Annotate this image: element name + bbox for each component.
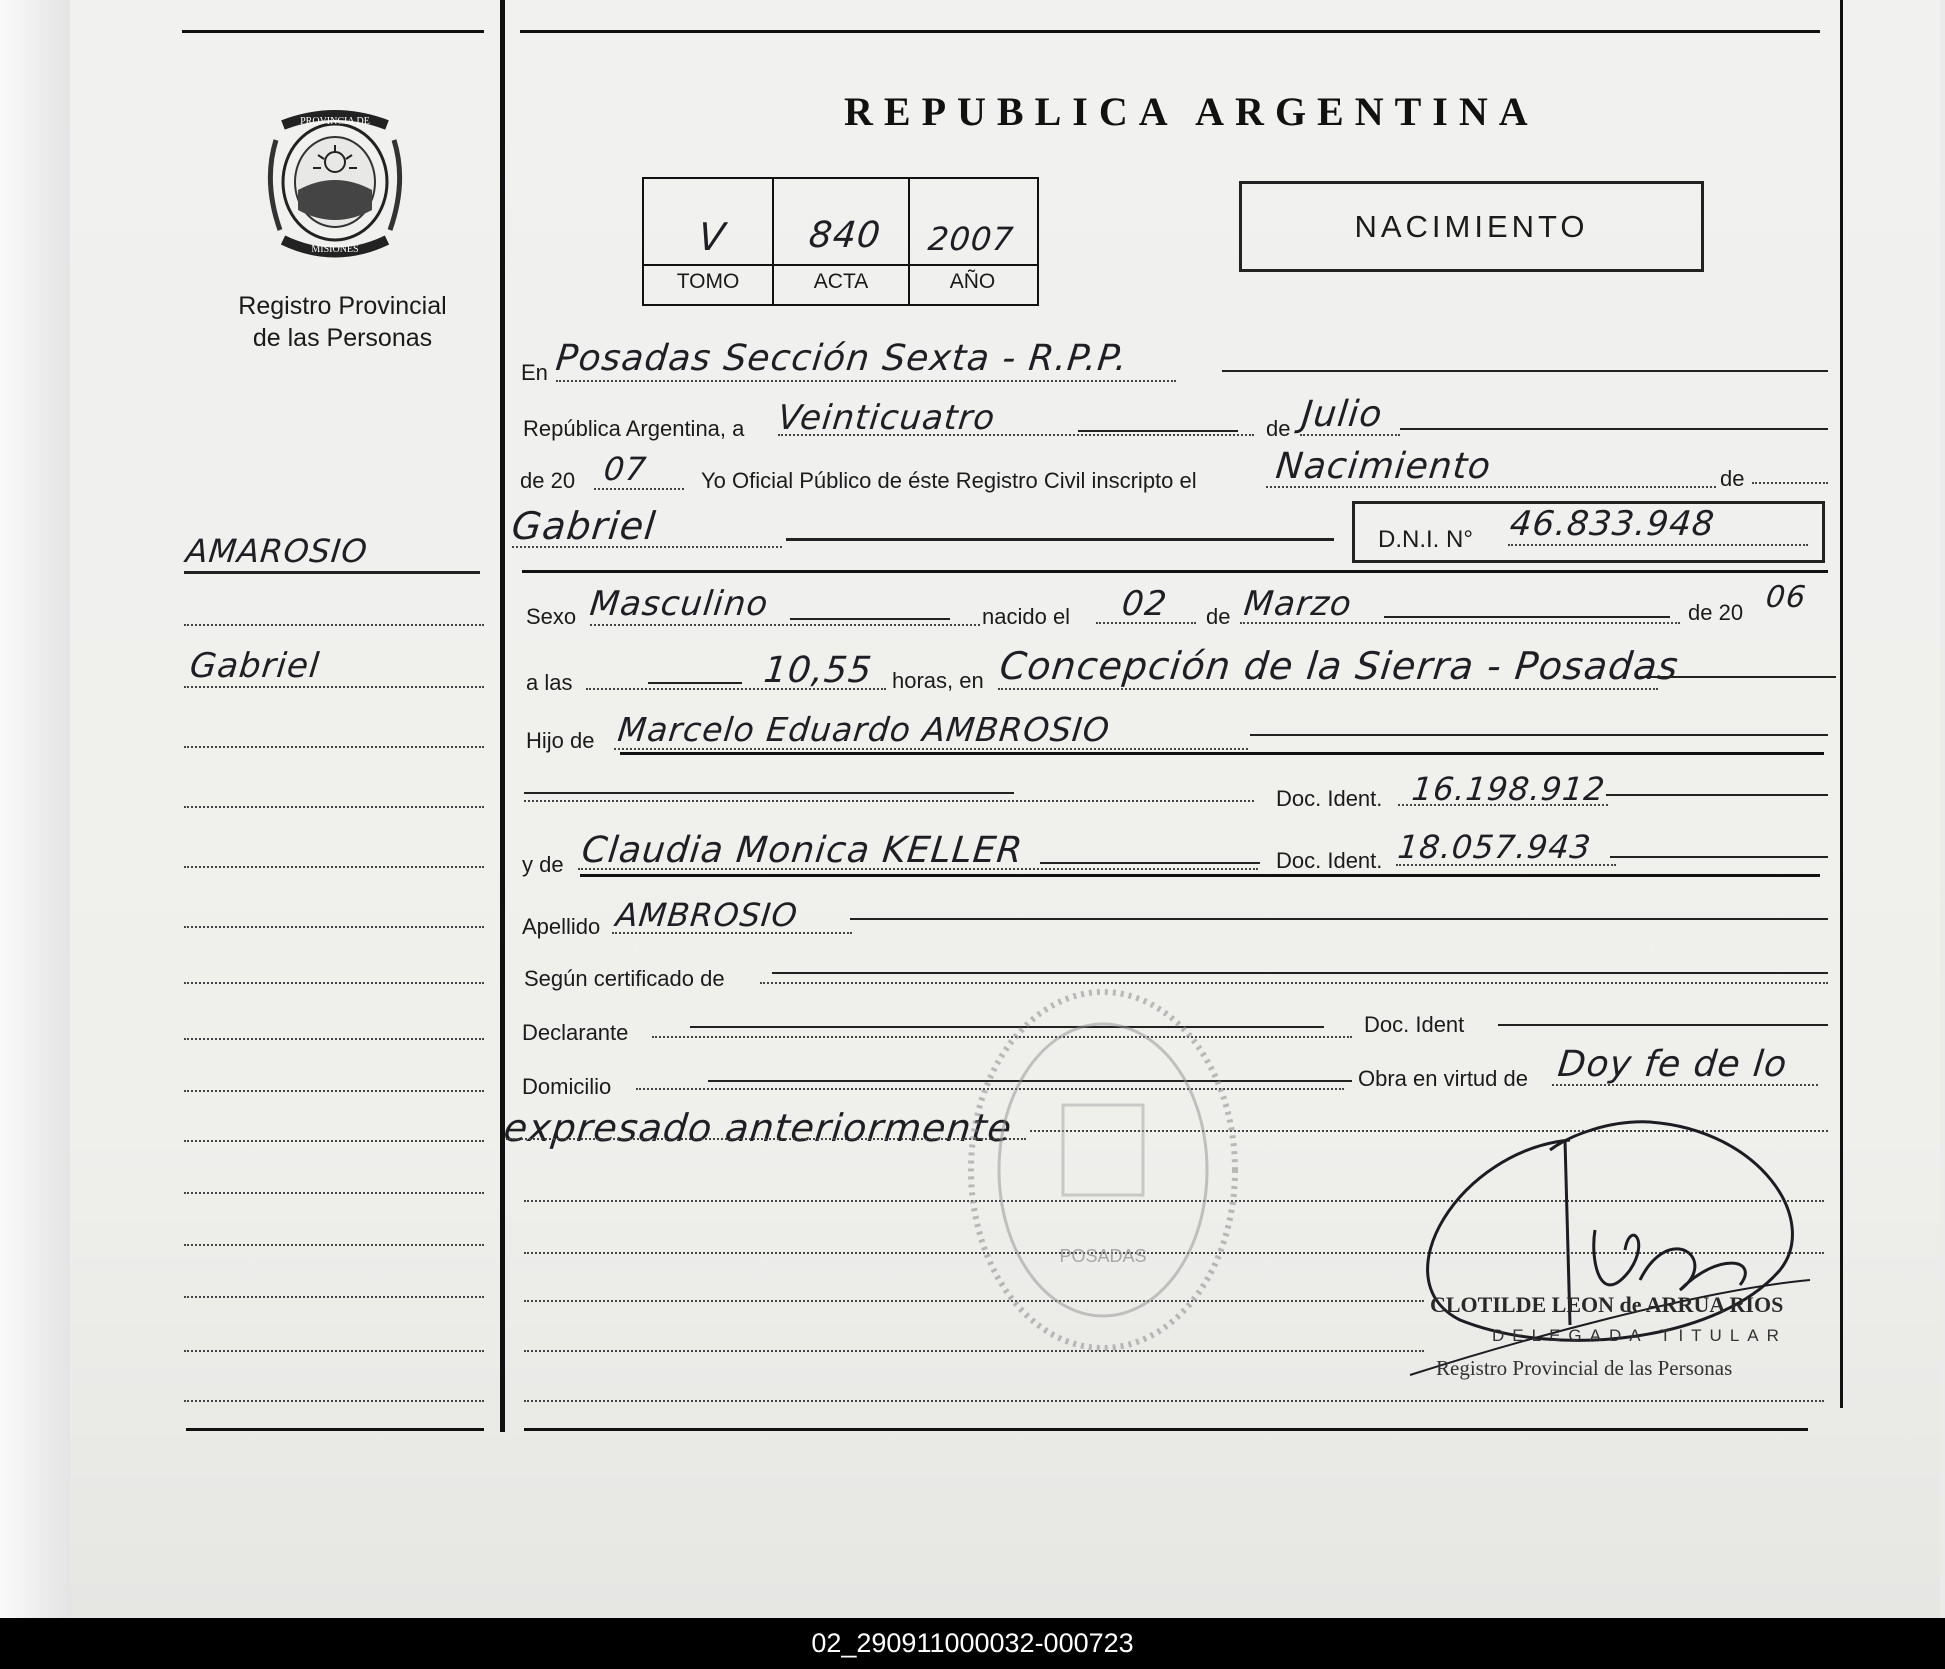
tomo-label: TOMO: [676, 270, 740, 293]
registry-name: [200, 290, 485, 354]
signer-role: DELEGADA TITULAR: [1492, 1326, 1787, 1345]
form-rule: [1398, 804, 1608, 806]
registry-line-2: de las Personas: [252, 324, 433, 352]
continuation-text: expresado anteriormente: [501, 1106, 1015, 1150]
right-border: [1840, 0, 1843, 1408]
domicilio-label: Domicilio: [522, 1074, 612, 1099]
registry-line-1: Registro Provincial: [238, 292, 447, 320]
form-rule: [1222, 370, 1828, 372]
nacido-label: nacido el: [982, 604, 1071, 629]
provincia-misiones-emblem: [258, 100, 413, 265]
country-title: REPUBLICA ARGENTINA: [844, 89, 1539, 134]
form-rule: [590, 624, 980, 626]
republica-label: República Argentina, a: [523, 416, 745, 441]
margin-surname-line: [184, 571, 480, 574]
margin-rule: [184, 806, 484, 808]
de-label-3: de: [1206, 604, 1231, 629]
seal-city: POSADAS: [1059, 1246, 1147, 1266]
form-rule: [556, 380, 1176, 382]
segun-label: Según certificado de: [524, 966, 725, 991]
doc-ident-label-3: Doc. Ident: [1364, 1012, 1465, 1037]
form-rule: [1400, 428, 1828, 430]
registration-event: Nacimiento: [1273, 446, 1494, 487]
right-top-rule: [520, 30, 1820, 33]
margin-surname: AMAROSIO: [184, 532, 370, 570]
form-heavy-rule: [620, 752, 1824, 755]
margin-rule: [184, 1140, 484, 1142]
anio-value: 2007: [926, 220, 1016, 258]
form-rule: [524, 792, 1014, 794]
form-rule: [1552, 1084, 1818, 1086]
form-rule: [1040, 862, 1260, 864]
anio-label: AÑO: [949, 270, 996, 293]
yde-label: y de: [522, 852, 564, 877]
form-rule: [778, 434, 1254, 436]
registration-month: Julio: [1299, 394, 1385, 435]
form-rule: [760, 982, 1828, 984]
birth-time: 10,55: [761, 650, 875, 691]
margin-rule: [184, 1400, 484, 1402]
sexo-value: Masculino: [587, 584, 771, 624]
margin-given-name: Gabriel: [187, 646, 322, 686]
alas-label: a las: [526, 670, 573, 695]
form-rule: [648, 682, 742, 684]
doc-ident-label: Doc. Ident.: [1276, 786, 1383, 811]
form-rule: [1078, 430, 1238, 432]
margin-rule: [184, 1090, 484, 1092]
form-rule: [1508, 544, 1808, 546]
margin-rule: [184, 1350, 484, 1352]
signer-name: CLOTILDE LEON de ARRUA RIOS: [1430, 1292, 1784, 1317]
sexo-label: Sexo: [526, 604, 577, 629]
column-divider: [500, 0, 505, 1432]
form-rule: [594, 488, 684, 490]
apellido-value: AMBROSIO: [614, 896, 800, 934]
father-name: Marcelo Eduardo AMBROSIO: [615, 710, 1112, 749]
form-rule: [1610, 856, 1828, 858]
form-rule: [772, 972, 1828, 974]
birth-year-suffix: 06: [1764, 580, 1809, 615]
de20-label-2: de 20: [1688, 600, 1744, 625]
form-rule: [1384, 616, 1670, 618]
acta-value: 840: [806, 215, 884, 256]
left-top-rule: [182, 30, 484, 33]
obra-value: Doy fe de lo: [1555, 1044, 1790, 1085]
right-bottom-rule: [524, 1428, 1808, 1431]
document-type-box: NACIMIENTO: [1239, 181, 1704, 272]
book-spine: [0, 0, 70, 1618]
form-rule: [1300, 434, 1400, 436]
section-rule: [522, 570, 1828, 573]
margin-rule: [184, 624, 484, 626]
form-rule: [1250, 734, 1828, 736]
form-rule: [1498, 1024, 1828, 1026]
de20-label: de 20: [520, 468, 576, 493]
form-rule: [506, 1138, 1026, 1140]
margin-rule: [184, 982, 484, 984]
margin-rule: [184, 746, 484, 748]
form-rule: [1096, 622, 1196, 624]
form-rule: [1396, 864, 1616, 866]
form-rule: [786, 538, 1334, 541]
emblem-bottom-text: MISIONES: [311, 244, 359, 255]
form-rule: [1752, 482, 1828, 484]
scan-file-id: 02_290911000032-000723: [0, 1618, 1945, 1669]
declarante-label: Declarante: [522, 1020, 629, 1045]
oficial-label: Yo Oficial Público de éste Registro Civil inscripto el: [701, 468, 1197, 493]
margin-rule: [184, 1192, 484, 1194]
form-rule: [512, 546, 782, 548]
de-label-2: de: [1720, 466, 1745, 491]
form-rule: [1606, 794, 1828, 796]
birth-month: Marzo: [1241, 584, 1354, 624]
hijo-label: Hijo de: [526, 728, 595, 753]
signer-office: Registro Provincial de las Personas: [1436, 1356, 1733, 1380]
form-rule: [850, 918, 1828, 920]
birth-day: 02: [1119, 584, 1170, 624]
mother-name: Claudia Monica KELLER: [579, 830, 1025, 871]
registered-name: Gabriel: [509, 504, 659, 548]
obra-label: Obra en virtud de: [1358, 1066, 1528, 1091]
record-box-rule: [642, 264, 1037, 266]
official-round-seal: [958, 980, 1248, 1360]
mother-doc: 18.057.943: [1396, 828, 1594, 866]
margin-rule: [184, 866, 484, 868]
margin-rule: [184, 1244, 484, 1246]
dni-value: 46.833.948: [1507, 504, 1717, 544]
margin-rule: [184, 1296, 484, 1298]
dni-label: D.N.I. N°: [1378, 526, 1473, 553]
registration-place: Posadas Sección Sexta - R.P.P.: [553, 338, 1130, 379]
form-rule: [790, 618, 950, 620]
form-rule: [1240, 622, 1680, 624]
registration-year-suffix: 07: [602, 450, 649, 488]
birth-place: Concepción de la Sierra - Posadas: [997, 644, 1681, 688]
doc-ident-label-2: Doc. Ident.: [1276, 848, 1383, 873]
margin-rule: [184, 926, 484, 928]
form-rule: [998, 688, 1658, 690]
apellido-label: Apellido: [522, 914, 601, 939]
margin-rule: [184, 686, 484, 688]
horas-label: horas, en: [892, 668, 984, 693]
left-bottom-rule: [186, 1428, 484, 1431]
en-label: En: [521, 360, 548, 385]
form-rule: [612, 932, 852, 934]
form-rule: [1266, 486, 1716, 488]
father-doc: 16.198.912: [1410, 770, 1608, 808]
margin-rule: [184, 1038, 484, 1040]
emblem-top-text: PROVINCIA DE: [300, 116, 370, 127]
form-rule: [1640, 676, 1836, 678]
form-rule: [524, 800, 1254, 802]
tomo-value: V: [696, 215, 728, 259]
acta-label: ACTA: [813, 270, 869, 293]
de-label: de: [1266, 416, 1291, 441]
registration-day-words: Veinticuatro: [775, 398, 998, 438]
form-rule: [614, 748, 1248, 750]
form-heavy-rule: [580, 874, 1820, 877]
form-rule: [578, 868, 1258, 870]
